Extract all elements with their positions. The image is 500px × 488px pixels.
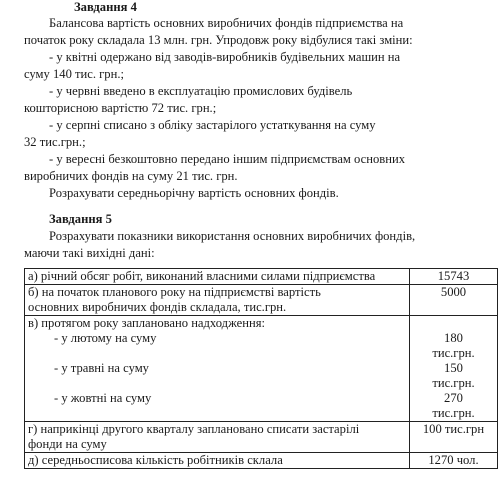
- row-c-value-oct: 270: [444, 391, 463, 405]
- table-row-c: [25, 316, 498, 422]
- row-d-label: д) середньосписова кількість робітників склала: [25, 453, 410, 469]
- row-a-label: а) річний обсяг робіт, виконаний власними силами підприємства: [25, 269, 410, 285]
- row-g-value: 100 тис.грн: [410, 422, 498, 453]
- row-g-label: [25, 422, 410, 453]
- task4-line-1: Балансова вартість основних виробничих фондів підприємства на: [49, 16, 404, 30]
- row-g-label-line2: фонди на суму: [28, 437, 107, 451]
- row-b-label: [25, 285, 410, 316]
- row-c-item-feb: - у лютому на суму: [54, 331, 157, 345]
- task4-line-5: - у червні введено в експлуатацію промислових будівель: [49, 84, 353, 98]
- task4-line-11: Розрахувати середньорічну вартість основних фондів.: [49, 186, 339, 200]
- row-b-label-line2: основних виробничих фондів складала, тис.грн.: [28, 300, 287, 314]
- row-g-label-line1: г) наприкінці другого кварталу заплановано списати застарілі: [28, 422, 360, 436]
- task4-line-7: - у серпні списано з обліку застарілого устаткування на суму: [49, 118, 376, 132]
- row-c-unit-feb: тис.грн.: [432, 346, 475, 360]
- task4-line-2: початок року складала 13 млн. грн. Упродовж року відбулися такі зміни:: [24, 33, 413, 47]
- task4-line-10: виробничих фондів на суму 21 тис. грн.: [24, 169, 238, 183]
- table-row-g: [25, 422, 498, 453]
- task5-intro-1: Розрахувати показники використання основних виробничих фондів,: [49, 229, 416, 243]
- table-row-a: [25, 269, 498, 285]
- task5-title: Завдання 5: [49, 212, 112, 226]
- row-c-label: [25, 316, 410, 422]
- row-d-value: 1270 чол.: [410, 453, 498, 469]
- task4-line-6: кошторисною вартістю 72 тис. грн.;: [24, 101, 217, 115]
- task4-line-8: 32 тис.грн.;: [24, 135, 86, 149]
- row-c-value-may: 150: [444, 361, 463, 375]
- table-row-d: [25, 453, 498, 469]
- row-a-value: 15743: [410, 269, 498, 285]
- row-b-value: 5000: [410, 285, 498, 316]
- task4-title: Завдання 4: [74, 0, 137, 14]
- task4-line-4: суму 140 тис. грн.;: [24, 67, 124, 81]
- row-c-values: [410, 316, 498, 422]
- task4-line-3: - у квітні одержано від заводів-виробників будівельних машин на: [49, 50, 401, 64]
- row-c-value-feb: 180: [444, 331, 463, 345]
- row-c-unit-oct: тис.грн.: [432, 406, 475, 420]
- data-table: [24, 268, 498, 469]
- task5-intro-2: маючи такі вихідні дані:: [24, 246, 155, 260]
- task4-line-9: - у вересні безкоштовно передано іншим підприємствам основних: [49, 152, 405, 166]
- row-c-unit-may: тис.грн.: [432, 376, 475, 390]
- row-c-item-oct: - у жовтні на суму: [54, 391, 152, 405]
- row-c-heading: в) протягом року заплановано надходження:: [28, 316, 265, 330]
- row-c-item-may: - у травні на суму: [54, 361, 149, 375]
- row-b-label-line1: б) на початок планового року на підприємстві вартість: [28, 285, 321, 299]
- table-row-b: [25, 285, 498, 316]
